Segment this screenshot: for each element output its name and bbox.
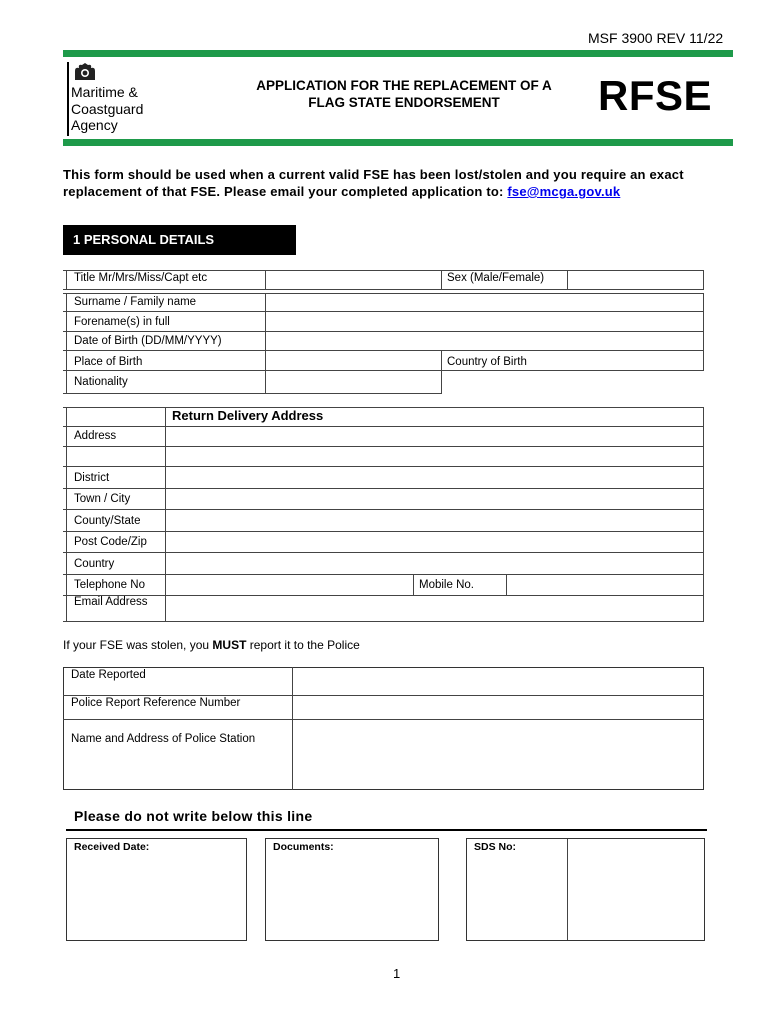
postcode-input[interactable] [166, 532, 702, 551]
sds-number-label: SDS No: [474, 841, 516, 853]
date-reported-input[interactable] [293, 668, 703, 694]
police-station-input[interactable] [293, 720, 703, 789]
sex-input[interactable] [568, 271, 702, 289]
surname-input[interactable] [266, 294, 702, 310]
place-of-birth-input[interactable] [266, 351, 440, 369]
address-label: Address [74, 430, 117, 442]
address-line1-input[interactable] [166, 427, 702, 445]
intro-line: replacement of that FSE. Please email your completed application to: [63, 184, 508, 199]
documents-label: Documents: [273, 841, 334, 853]
email-link[interactable]: fse@mcga.gov.uk [507, 184, 621, 199]
forenames-label: Forename(s) in full [74, 316, 170, 328]
place-of-birth-label: Place of Birth [74, 356, 143, 368]
nationality-label: Nationality [74, 376, 128, 388]
address-heading: Return Delivery Address [172, 408, 324, 423]
district-label: District [74, 472, 110, 484]
documents-box[interactable] [265, 838, 439, 941]
agency-logo [67, 62, 163, 136]
office-use-rule [66, 829, 707, 831]
police-station-label: Name and Address of Police Station [71, 733, 256, 745]
country-of-birth-label: Country of Birth [447, 356, 527, 368]
agency-name-line: Maritime & [71, 84, 138, 100]
logo-rule [67, 62, 69, 136]
postcode-label: Post Code/Zip [74, 536, 147, 548]
district-input[interactable] [166, 467, 702, 487]
county-label: County/State [74, 515, 141, 527]
royal-crest-icon [72, 62, 98, 82]
telephone-label: Telephone No [74, 579, 145, 591]
police-ref-label: Police Report Reference Number [71, 697, 241, 709]
police-note-text: report it to the Police [246, 638, 360, 652]
form-code: RFSE [598, 72, 713, 119]
sex-label: Sex (Male/Female) [447, 272, 545, 284]
agency-name-line: Coastguard [71, 100, 144, 117]
office-use-heading: Please do not write below this line [74, 808, 313, 824]
received-date-label: Received Date: [74, 841, 150, 853]
intro-text [63, 166, 733, 200]
surname-label: Surname / Family name [74, 296, 197, 308]
agency-name-line: Agency [71, 117, 118, 133]
date-reported-label: Date Reported [71, 669, 146, 681]
form-title [222, 78, 586, 111]
email-input[interactable] [166, 596, 702, 621]
nationality-input[interactable] [266, 371, 440, 392]
town-input[interactable] [166, 489, 702, 508]
header-top-rule [63, 50, 733, 57]
police-ref-input[interactable] [293, 696, 703, 718]
telephone-input[interactable] [166, 575, 412, 594]
received-date-box[interactable] [66, 838, 247, 941]
header-bottom-rule [63, 139, 733, 146]
page-number: 1 [393, 966, 401, 981]
form-title-line: FLAG STATE ENDORSEMENT [308, 94, 500, 110]
email-label: Email Address [74, 596, 148, 608]
form-title-line: APPLICATION FOR THE REPLACEMENT OF A [256, 78, 552, 93]
section-heading-personal-details: 1 PERSONAL DETAILS [63, 225, 296, 255]
form-reference: MSF 3900 REV 11/22 [588, 30, 724, 46]
title-label: Title Mr/Mrs/Miss/Capt etc [74, 272, 208, 284]
dob-input[interactable] [266, 332, 702, 349]
mobile-label: Mobile No. [419, 579, 474, 591]
forenames-input[interactable] [266, 312, 702, 330]
address-line2-input[interactable] [166, 447, 702, 465]
police-note-emphasis: MUST [212, 638, 247, 652]
police-note [63, 638, 360, 652]
title-input[interactable] [266, 271, 440, 289]
town-label: Town / City [74, 493, 131, 505]
intro-line: This form should be used when a current valid FSE has been lost/stolen and you require an exact [63, 167, 684, 182]
police-note-text: If your FSE was stolen, you [63, 638, 213, 652]
county-input[interactable] [166, 510, 702, 530]
country-input[interactable] [166, 553, 702, 573]
country-label: Country [74, 558, 115, 570]
sds-number-box[interactable] [466, 838, 705, 941]
mobile-input[interactable] [507, 575, 702, 594]
dob-label: Date of Birth (DD/MM/YYYY) [74, 335, 222, 347]
